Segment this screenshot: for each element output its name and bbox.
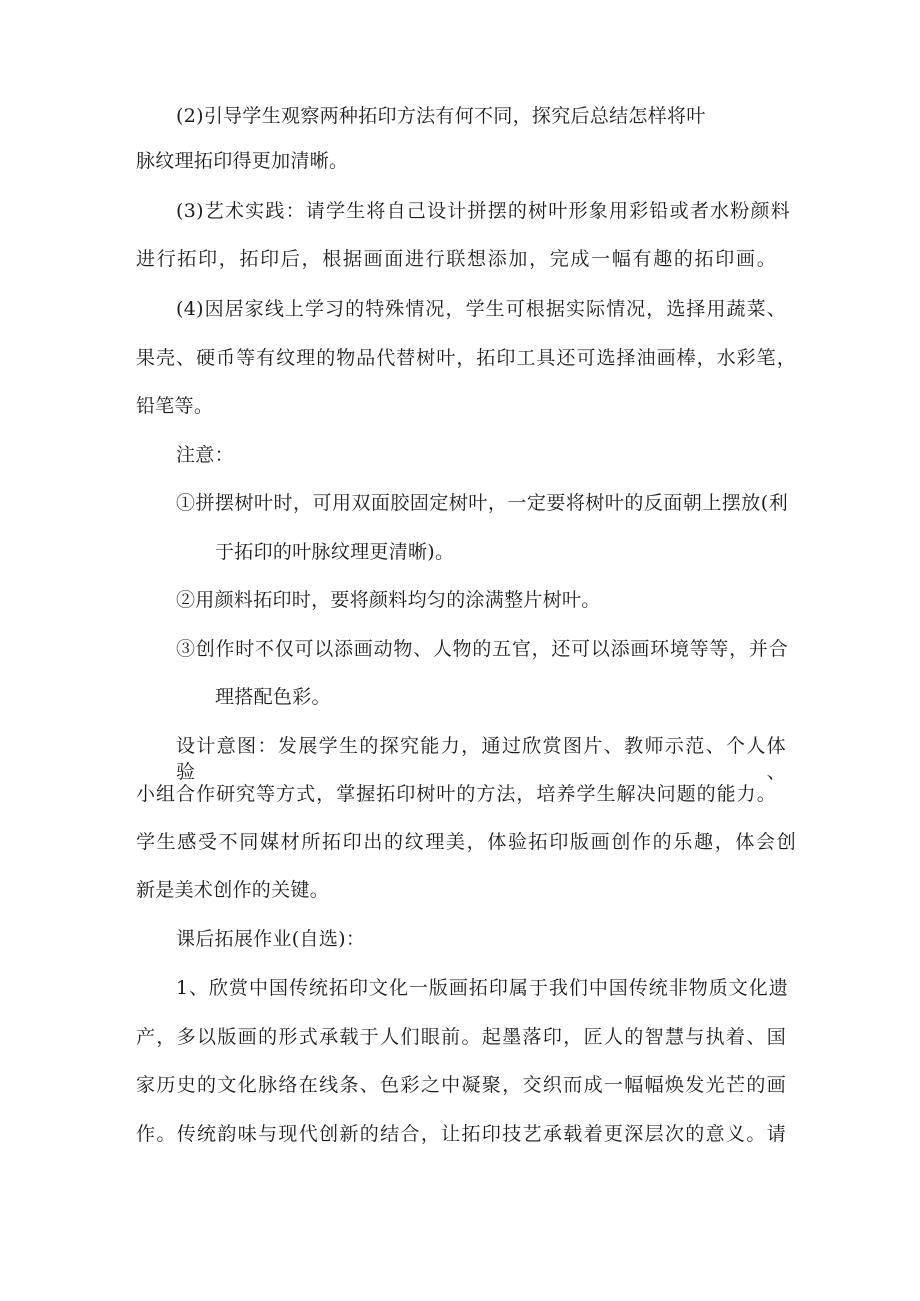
design-intent-line-2: 小组合作研究等方式，掌握拓印树叶的方法，培养学生解决问题的能力。	[136, 783, 776, 805]
paragraph-2-line-1: (2)引导学生观察两种拓印方法有何不同，探究后总结怎样将叶	[176, 105, 706, 127]
design-intent-line-3: 学生感受不同媒材所拓印出的纹理美，体验拓印版画创作的乐趣，体会创	[136, 831, 796, 853]
design-intent-line-4: 新是美术创作的关键。	[136, 879, 330, 901]
homework-1-line-1: 1、欣赏中国传统拓印文化一版画拓印属于我们中国传统非物质文化遗	[176, 977, 788, 999]
paragraph-3-line-2: 进行拓印，拓印后，根据画面进行联想添加，完成一幅有趣的拓印画。	[136, 248, 776, 270]
note-3-line-2: 理搭配色彩。	[215, 686, 331, 708]
paragraph-3-line-1: (3)艺术实践：请学生将自己设计拼摆的树叶形象用彩铅或者水粉颜料	[176, 200, 790, 222]
note-heading: 注意：	[176, 444, 234, 466]
note-1-line-1: ①拼摆树叶时，可用双面胶固定树叶，一定要将树叶的反面朝上摆放(利	[176, 492, 788, 514]
note-3-line-1: ③创作时不仅可以添画动物、人物的五官，还可以添画环境等等，并合	[176, 638, 788, 660]
note-1-line-2: 于拓印的叶脉纹理更清晰)。	[215, 541, 455, 563]
paragraph-4-line-3: 铅笔等。	[136, 395, 214, 417]
note-2: ②用颜料拓印时，要将颜料均匀的涂满整片树叶。	[176, 589, 601, 611]
paragraph-4-line-1: (4)因居家线上学习的特殊情况，学生可根据实际情况，选择用蔬菜、	[176, 298, 786, 320]
design-intent-line-1: 设计意图：发展学生的探究能力，通过欣赏图片、教师示范、个人体验、	[176, 735, 786, 783]
homework-heading: 课后拓展作业(自选)：	[176, 928, 366, 950]
paragraph-4-line-2: 果壳、硬币等有纹理的物品代替树叶，拓印工具还可选择油画棒，水彩笔，	[136, 347, 796, 369]
homework-1-line-2: 产，多以版画的形式承载于人们眼前。起墨落印，匠人的智慧与执着、国	[136, 1026, 786, 1048]
paragraph-2-line-2: 脉纹理拓印得更加清晰。	[136, 150, 349, 172]
homework-1-line-3: 家历史的文化脉络在线条、色彩之中凝聚，交织而成一幅幅焕发光芒的画	[136, 1074, 786, 1096]
homework-1-line-4: 作。传统韵味与现代创新的结合，让拓印技艺承载着更深层次的意义。请	[136, 1123, 786, 1145]
